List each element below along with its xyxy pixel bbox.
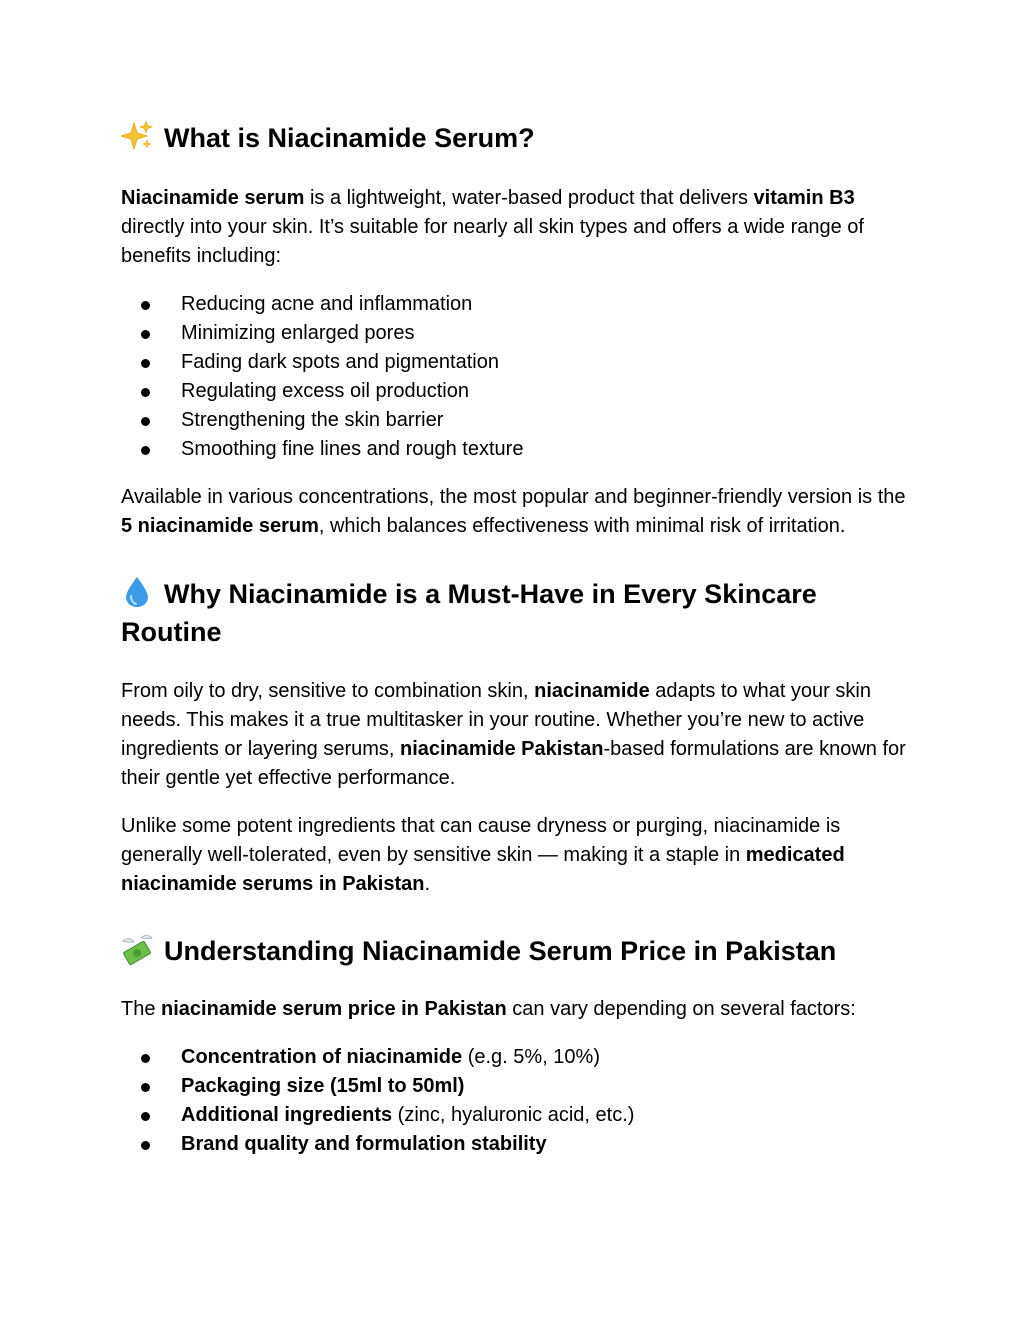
money-with-wings-icon [121, 933, 153, 965]
benefits-list [121, 290, 911, 464]
list-item: Reducing acne and inflammation [181, 290, 911, 319]
document-content [121, 112, 911, 1159]
list-item: Packaging size (15ml to 50ml) [181, 1072, 911, 1101]
price-intro-paragraph: The niacinamide serum price in Pakistan can vary depending on several factors: [121, 998, 856, 1020]
list-item: Minimizing enlarged pores [181, 319, 911, 348]
list-item: Strengthening the skin barrier [181, 406, 911, 435]
list-item: Additional ingredients (zinc, hyaluronic acid, etc.) [181, 1101, 911, 1130]
price-factors-list [121, 1043, 911, 1159]
list-item: Fading dark spots and pigmentation [181, 348, 911, 377]
sparkles-icon [121, 120, 153, 152]
list-item: Brand quality and formulation stability [181, 1130, 911, 1159]
heading-why-niacinamide [121, 575, 911, 651]
heading-price-pakistan [121, 932, 911, 970]
list-item: Regulating excess oil production [181, 377, 911, 406]
list-item: Concentration of niacinamide (e.g. 5%, 10%) [181, 1043, 911, 1072]
heading-text: Why Niacinamide is a Must-Have in Every Skincare Routine [121, 579, 817, 647]
skin-types-paragraph: From oily to dry, sensitive to combination skin, niacinamide adapts to what your skin needs. This makes it a true multitasker in your routine. Whether you’re new to active ingredients or layering serums, niacinamide Pakistan-based formulations are known for their gentle yet effective performance. [121, 680, 906, 789]
intro-paragraph: Niacinamide serum is a lightweight, water-based product that delivers vitamin B3 directly into your skin. It’s suitable for nearly all skin types and offers a wide range of benefits including: [121, 187, 864, 267]
concentration-paragraph: Available in various concentrations, the most popular and beginner-friendly version is the 5 niacinamide serum, which balances effectiveness with minimal risk of irritation. [121, 486, 906, 537]
heading-text: What is Niacinamide Serum? [164, 123, 535, 153]
droplet-icon [121, 576, 153, 608]
heading-text: Understanding Niacinamide Serum Price in Pakistan [164, 936, 837, 966]
tolerance-paragraph: Unlike some potent ingredients that can cause dryness or purging, niacinamide is generally well-tolerated, even by sensitive skin — making it a staple in medicated niacinamide serums in Pakistan. [121, 815, 845, 895]
heading-what-is-niacinamide [121, 119, 911, 157]
list-item: Smoothing fine lines and rough texture [181, 435, 911, 464]
